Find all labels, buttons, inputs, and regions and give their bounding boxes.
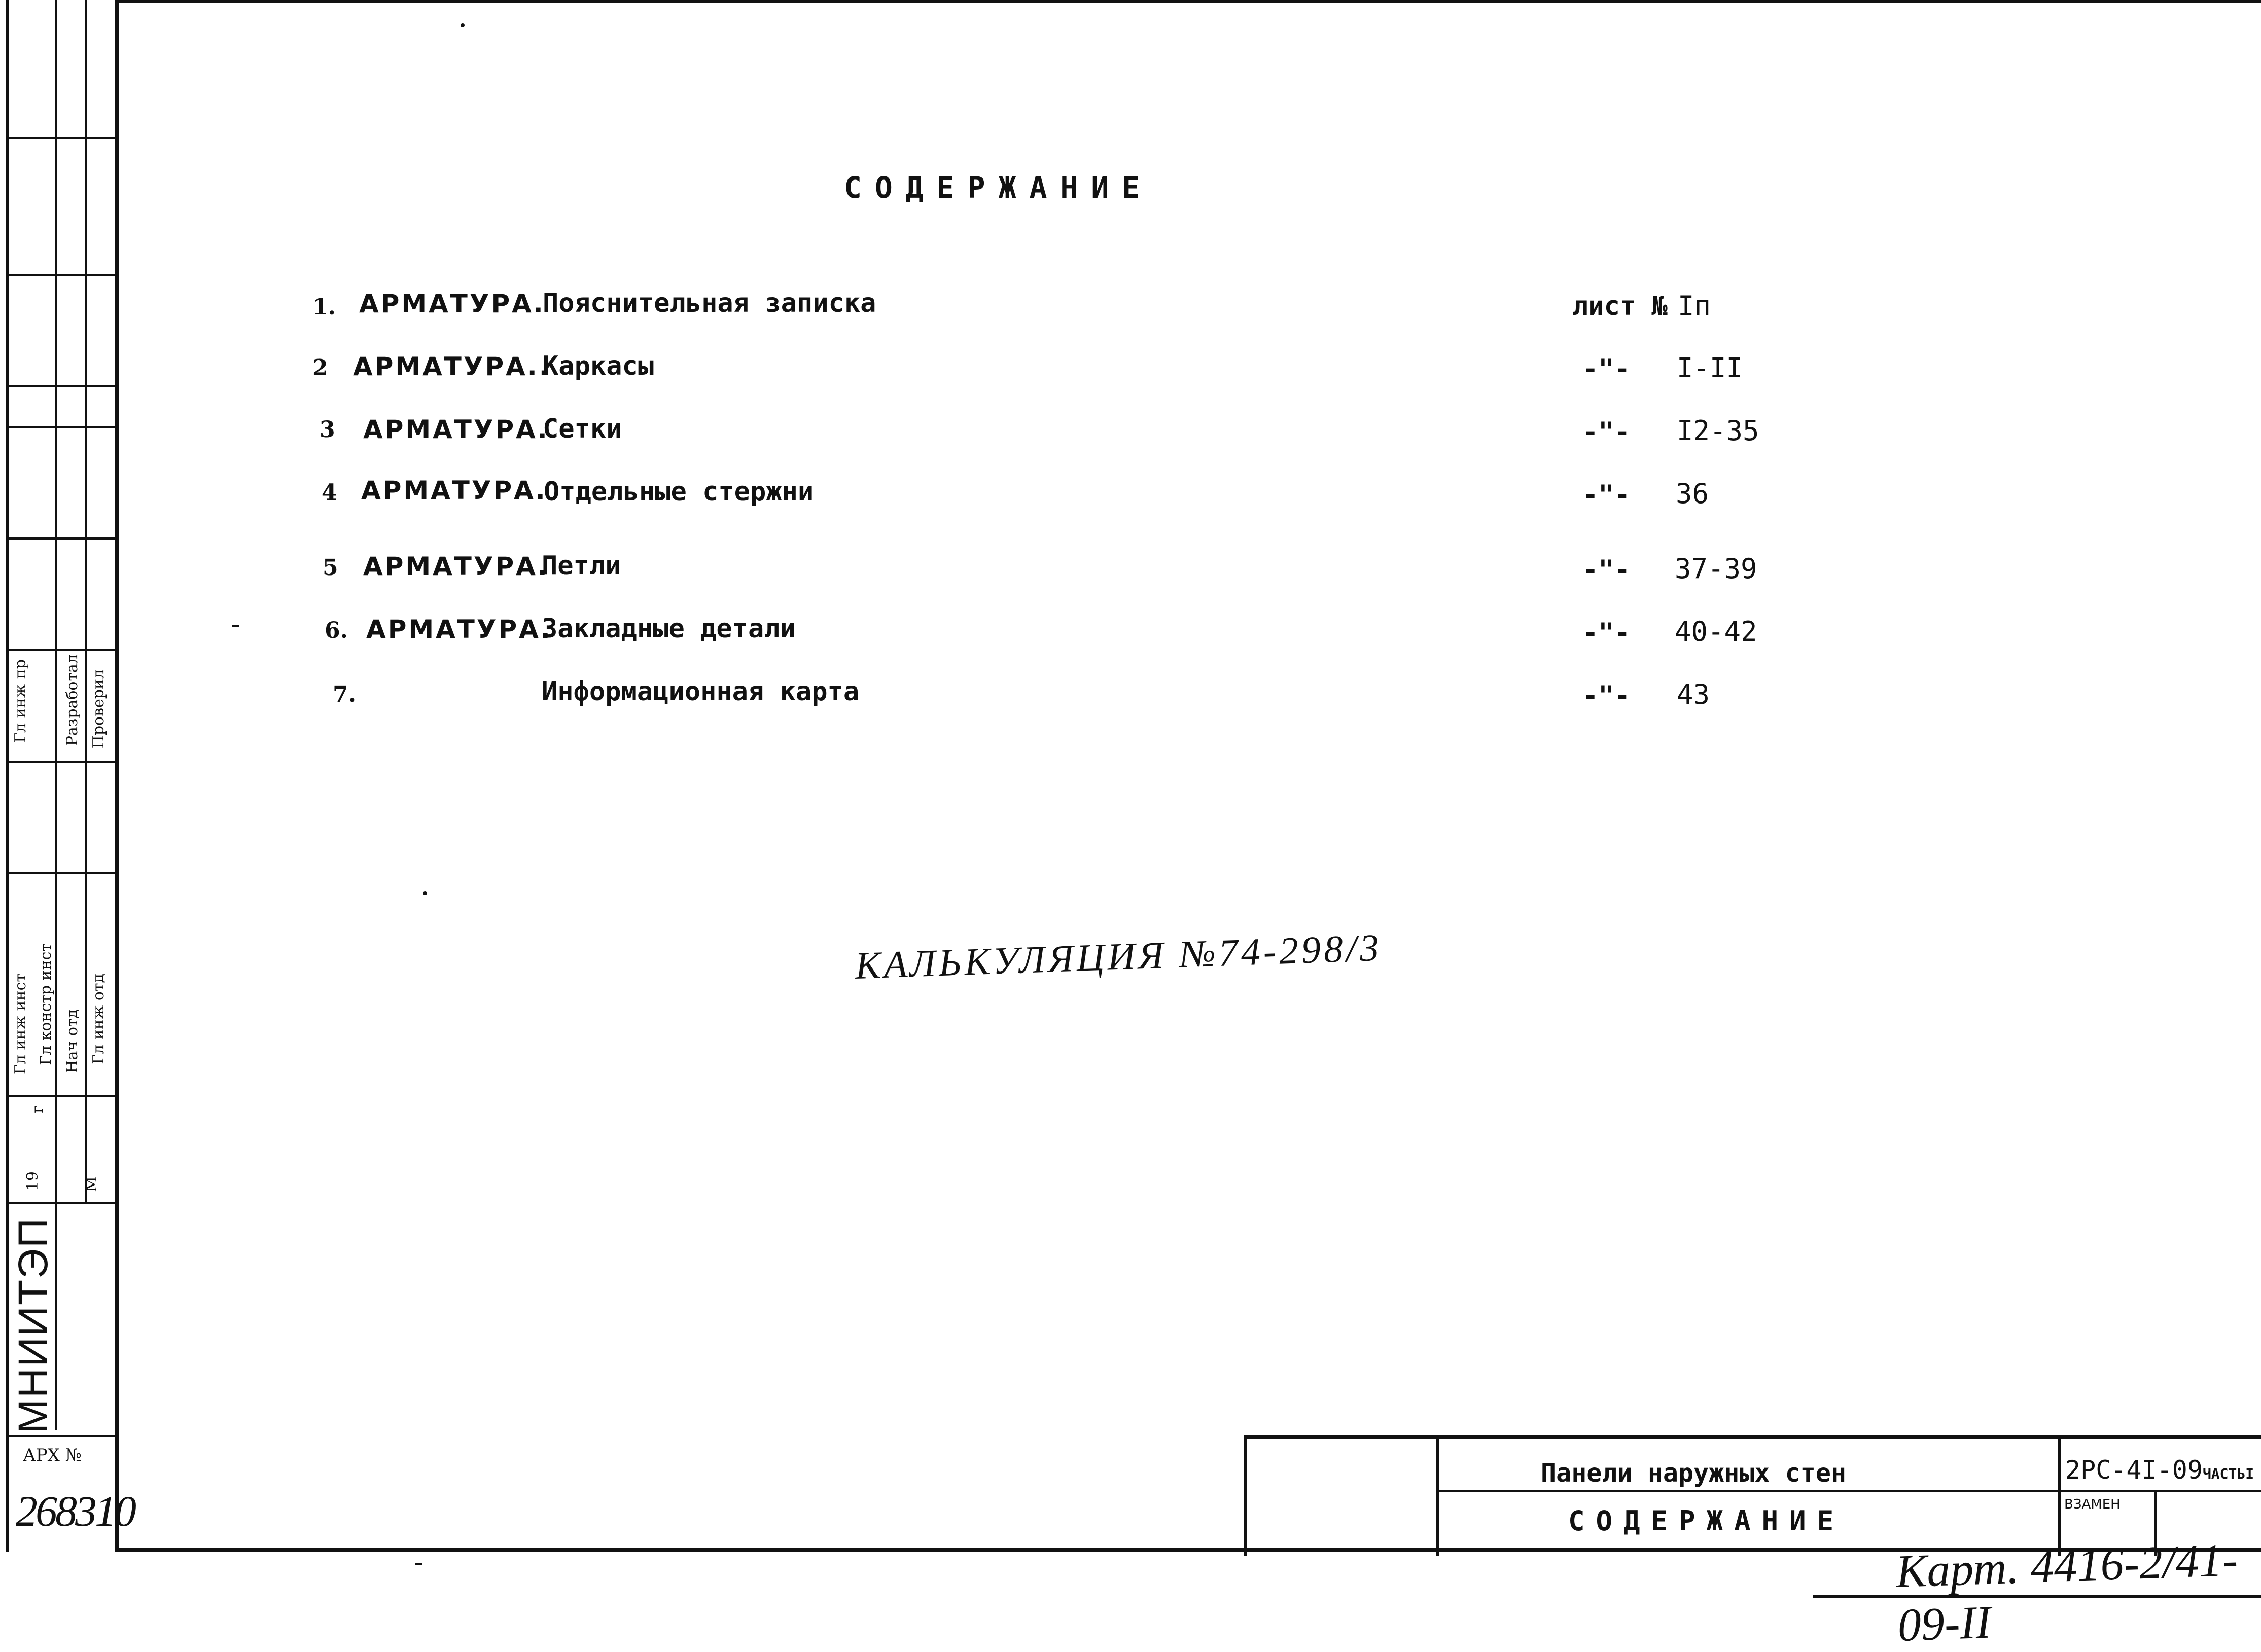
- strip-divider: [9, 426, 117, 428]
- item-sheets: 36: [1676, 478, 1709, 510]
- item-number: 5: [323, 555, 338, 581]
- organization-logo: МНИИТЭП: [10, 1217, 56, 1434]
- title-block-divider: [1436, 1439, 1439, 1556]
- replace-label: ВЗАМЕН: [2064, 1497, 2121, 1512]
- strip-divider: [9, 1095, 117, 1097]
- strip-label: Проверил: [90, 669, 108, 749]
- strip-label: Гл констр инст: [37, 943, 55, 1065]
- strip-divider: [9, 137, 117, 139]
- item-sheets: 43: [1677, 678, 1710, 710]
- scan-speck: [415, 1563, 422, 1565]
- item-prefix: АРМАТУРА.: [361, 476, 547, 505]
- frame-top-border: [115, 0, 2261, 3]
- item-title: Каркасы: [543, 351, 654, 381]
- item-title: Пояснительная записка: [543, 288, 876, 318]
- title-block-divider: [2058, 1439, 2061, 1556]
- scan-speck: [423, 891, 427, 895]
- item-sheets: I2-35: [1677, 415, 1759, 447]
- sheet-title: СОДЕРЖАНИЕ: [1568, 1505, 1845, 1537]
- page-title: СОДЕРЖАНИЕ: [844, 170, 1153, 205]
- strip-label: Нач отд: [63, 1009, 81, 1073]
- side-stamp-strip: [6, 0, 134, 1552]
- item-title: Информационная карта: [542, 676, 860, 707]
- project-name: Панели наружных стен: [1541, 1458, 1847, 1488]
- item-ditto: -"-: [1582, 555, 1630, 585]
- strip-label: Гл инж отд: [90, 974, 108, 1064]
- item-ditto: -"-: [1582, 680, 1630, 711]
- strip-label: Гл инж пр: [12, 659, 29, 743]
- scan-speck: [461, 23, 465, 27]
- item-number: 6.: [325, 618, 348, 643]
- strip-divider: [9, 1435, 117, 1437]
- strip-label: г: [29, 1105, 47, 1114]
- item-sheets: 37-39: [1675, 553, 1757, 585]
- item-sheets: I-II: [1677, 352, 1743, 384]
- item-ditto: -"-: [1582, 417, 1630, 447]
- calculation-note: КАЛЬКУЛЯЦИЯ №74-298/3: [854, 926, 1383, 987]
- item-ditto: -"-: [1582, 480, 1630, 510]
- strip-divider: [9, 761, 117, 763]
- footer-stamp: Карт. 4416-2/41-09-II: [1895, 1533, 2239, 1651]
- item-title: Сетки: [543, 414, 622, 444]
- strip-divider: [85, 0, 87, 1202]
- item-number: 2: [312, 355, 328, 381]
- archive-label: АРХ №: [23, 1445, 82, 1465]
- strip-divider: [9, 872, 117, 874]
- item-number: 3: [320, 417, 335, 443]
- archive-number: 268310: [16, 1487, 134, 1535]
- document-code: [2065, 1455, 2254, 1485]
- item-title: Петли: [542, 551, 621, 581]
- item-sheets: Iп: [1678, 290, 1711, 322]
- item-number: 7.: [333, 681, 356, 707]
- item-prefix: АРМАТУРА.: [363, 415, 549, 444]
- strip-divider: [9, 537, 117, 540]
- item-prefix: АРМАТУРА.: [363, 552, 549, 581]
- item-number: 4: [322, 480, 337, 506]
- strip-divider: [55, 0, 57, 1430]
- item-ditto: -"-: [1582, 618, 1630, 648]
- strip-divider: [9, 649, 117, 651]
- item-sheets: 40-42: [1675, 616, 1757, 648]
- sheet-number-label: лист №: [1572, 291, 1668, 321]
- item-prefix: АРМАТУРА.: [359, 289, 545, 318]
- document-code-suffix: ЧАСТЬI: [2202, 1465, 2254, 1482]
- item-ditto: -"-: [1582, 354, 1630, 384]
- item-title: Закладные детали: [542, 614, 796, 644]
- strip-label: Гл инж инст: [12, 974, 29, 1074]
- strip-divider: [9, 385, 117, 387]
- strip-label: Разработал: [63, 654, 81, 746]
- strip-label: 19: [24, 1171, 42, 1191]
- strip-divider: [9, 274, 117, 276]
- strip-divider: [9, 1202, 117, 1204]
- scan-speck: [232, 625, 239, 627]
- strip-label: М: [83, 1176, 100, 1192]
- item-prefix: АРМАТУРА.: [366, 615, 552, 644]
- document-code-main: 2РС-4I-09: [2065, 1455, 2203, 1485]
- item-prefix: АРМАТУРА..: [353, 352, 551, 381]
- title-block-divider: [1436, 1490, 2261, 1492]
- item-number: 1.: [312, 294, 336, 320]
- item-title: Отдельные стержни: [544, 477, 814, 507]
